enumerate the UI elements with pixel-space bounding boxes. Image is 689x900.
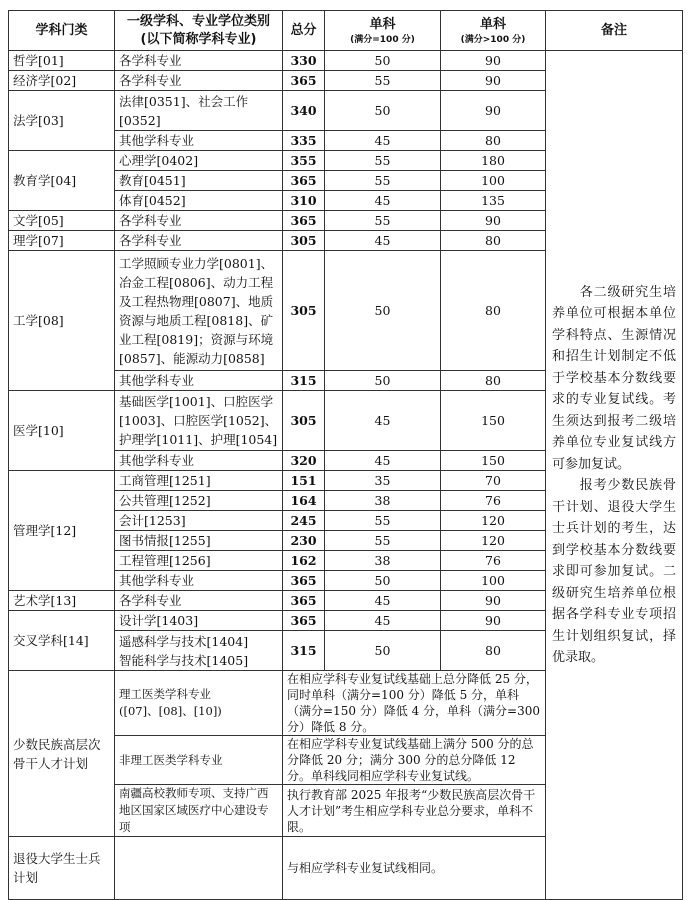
single-100-score: 38 [325,491,441,511]
total-score: 245 [283,511,325,531]
single-over100-score: 120 [441,531,546,551]
major-cell: 心理学[0402] [115,151,283,171]
major-cell: 教育[0451] [115,171,283,191]
remark-cell: 各二级研究生培养单位可根据本单位学科特点、生源情况和招生计划制定不低于学校基本分数线要求的专业复试线。考生须达到报考二级培养单位专业复试线方可参加复试。 报考少数民族骨干计划、退役大学生士兵计划的考生，达到学校基本分数线要求即可参加复试。二级研究生培养单位根据各学科专业专项招生计划组织复试，择优录取。 [546,51,683,900]
single-over100-score: 90 [441,591,546,611]
category-cell: 经济学[02] [9,71,115,91]
total-score: 340 [283,91,325,131]
col-single150-sub: (满分>100 分) [460,34,526,45]
major-cell: 各学科专业 [115,211,283,231]
single-100-score: 55 [325,211,441,231]
total-score: 151 [283,471,325,491]
major-cell [115,837,283,900]
col-category: 学科门类 [9,11,115,51]
category-cell: 法学[03] [9,91,115,151]
single-100-score: 50 [325,571,441,591]
single-over100-score: 150 [441,391,546,451]
major-cell: 工程管理[1256] [115,551,283,571]
major-cell: 体育[0452] [115,191,283,211]
col-major: 一级学科、专业学位类别 (以下简称学科专业) [115,11,283,51]
single-100-score: 55 [325,511,441,531]
single-100-score: 55 [325,71,441,91]
category-cell: 少数民族高层次 骨干人才计划 [9,671,115,837]
col-single150-label: 单科 [479,16,506,32]
table-row [9,51,683,71]
major-cell: 南疆高校教师专项、支持广西地区国家区域医疗中心建设专项 [115,785,283,837]
col-single100 [325,11,441,51]
total-score: 162 [283,551,325,571]
single-over100-score: 120 [441,511,546,531]
single-over100-score: 76 [441,491,546,511]
category-cell: 交叉学科[14] [9,611,115,671]
total-score: 330 [283,51,325,71]
total-score: 310 [283,191,325,211]
col-remark: 备注 [546,11,683,51]
major-cell: 法律[0351]、社会工作 [0352] [115,91,283,131]
single-100-score: 45 [325,191,441,211]
single-over100-score: 80 [441,371,546,391]
total-score: 305 [283,391,325,451]
single-over100-score: 90 [441,211,546,231]
total-score: 305 [283,231,325,251]
major-cell: 其他学科专业 [115,571,283,591]
total-score: 365 [283,211,325,231]
total-score: 365 [283,571,325,591]
total-score: 164 [283,491,325,511]
major-cell: 各学科专业 [115,231,283,251]
single-over100-score: 180 [441,151,546,171]
single-over100-score: 76 [441,551,546,571]
total-score: 335 [283,131,325,151]
single-100-score: 50 [325,371,441,391]
major-cell: 其他学科专业 [115,371,283,391]
major-cell: 各学科专业 [115,71,283,91]
note-cell: 执行教育部 2025 年报考“少数民族高层次骨干人才计划”考生相应学科专业总分要求，单科不限。 [283,785,546,837]
single-over100-score: 90 [441,611,546,631]
single-100-score: 50 [325,51,441,71]
category-cell: 艺术学[13] [9,591,115,611]
total-score: 320 [283,451,325,471]
single-100-score: 35 [325,471,441,491]
single-over100-score: 150 [441,451,546,471]
col-total: 总分 [283,11,325,51]
major-cell: 非理工医类学科专业 [115,736,283,785]
single-100-score: 38 [325,551,441,571]
single-100-score: 45 [325,391,441,451]
single-over100-score: 90 [441,51,546,71]
category-cell: 管理学[12] [9,471,115,591]
single-100-score: 50 [325,91,441,131]
total-score: 365 [283,171,325,191]
total-score: 365 [283,611,325,631]
single-100-score: 45 [325,611,441,631]
major-cell: 会计[1253] [115,511,283,531]
single-over100-score: 80 [441,251,546,371]
single-100-score: 50 [325,251,441,371]
col-single100-label: 单科 [369,16,396,32]
total-score: 315 [283,631,325,671]
single-100-score: 55 [325,531,441,551]
major-cell: 图书情报[1255] [115,531,283,551]
category-cell: 退役大学生士兵 计划 [9,837,115,900]
note-cell: 与相应学科专业复试线相同。 [283,837,546,900]
major-cell: 基础医学[1001]、口腔医学 [1003]、口腔医学[1052]、 护理学[1011]、护理[1054] [115,391,283,451]
category-cell: 教育学[04] [9,151,115,211]
single-over100-score: 80 [441,631,546,671]
total-score: 230 [283,531,325,551]
single-100-score: 45 [325,231,441,251]
single-100-score: 55 [325,151,441,171]
major-cell: 各学科专业 [115,51,283,71]
col-single150 [441,11,546,51]
major-cell: 工商管理[1251] [115,471,283,491]
score-table [8,10,683,900]
col-single100-sub: (满分=100 分) [350,34,415,45]
note-cell: 在相应学科专业复试线基础上满分 500 分的总分降低 20 分；满分 300 分的总分降低 12 分。单科线同相应学科专业复试线。 [283,736,546,785]
single-over100-score: 90 [441,71,546,91]
category-cell: 哲学[01] [9,51,115,71]
category-cell: 理学[07] [9,231,115,251]
major-cell: 各学科专业 [115,591,283,611]
major-cell: 其他学科专业 [115,451,283,471]
note-cell: 在相应学科专业复试线基础上总分降低 25 分，同时单科（满分=100 分）降低 5 分，单科（满分=150 分）降低 4 分，单科（满分=300 分）降低 8 分。 [283,671,546,736]
single-100-score: 45 [325,591,441,611]
single-over100-score: 80 [441,131,546,151]
major-cell: 遥感科学与技术[1404] 智能科学与技术[1405] [115,631,283,671]
category-cell: 医学[10] [9,391,115,471]
major-cell: 公共管理[1252] [115,491,283,511]
single-over100-score: 135 [441,191,546,211]
category-cell: 文学[05] [9,211,115,231]
single-100-score: 45 [325,131,441,151]
major-cell: 设计学[1403] [115,611,283,631]
major-cell: 工学照顾专业力学[0801]、 冶金工程[0806]、动力工程 及工程热物理[0807]、地质 资源与地质工程[0818]、矿 业工程[0819]；资源与环境 [0857]、能源动力[0858] [115,251,283,371]
major-cell: 其他学科专业 [115,131,283,151]
single-over100-score: 70 [441,471,546,491]
category-cell: 工学[08] [9,251,115,391]
major-cell: 理工医类学科专业 ([07]、[08]、[10]) [115,671,283,736]
single-over100-score: 100 [441,571,546,591]
single-100-score: 50 [325,631,441,671]
single-100-score: 45 [325,451,441,471]
total-score: 355 [283,151,325,171]
total-score: 305 [283,251,325,371]
single-over100-score: 80 [441,231,546,251]
total-score: 365 [283,71,325,91]
header-row [9,11,683,51]
single-100-score: 55 [325,171,441,191]
single-over100-score: 90 [441,91,546,131]
total-score: 365 [283,591,325,611]
single-over100-score: 100 [441,171,546,191]
total-score: 315 [283,371,325,391]
